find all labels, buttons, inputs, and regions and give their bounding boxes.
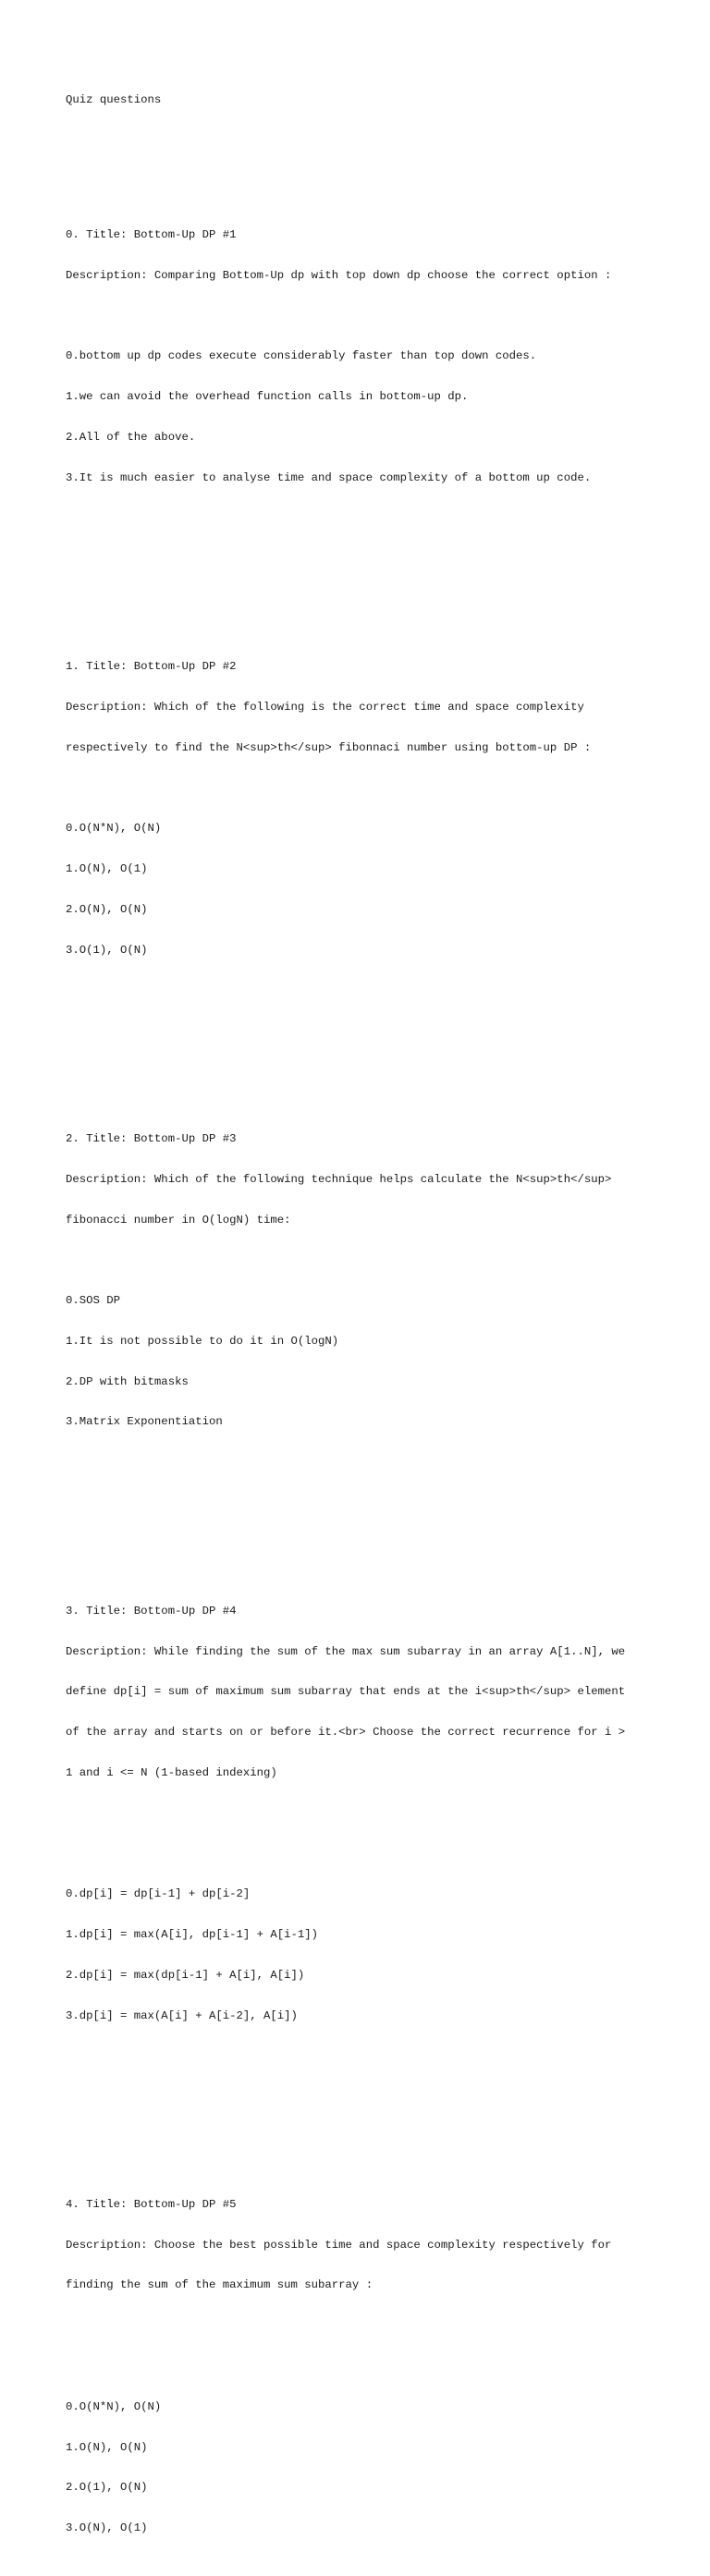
- question-description: fibonacci number in O(logN) time:: [66, 1213, 291, 1227]
- answer-option: 2.All of the above.: [66, 431, 196, 445]
- answer-option: 2.dp[i] = max(dp[i-1] + A[i], A[i]): [66, 1968, 305, 1982]
- answer-option: 3.Matrix Exponentiation: [66, 1415, 223, 1429]
- question-description: Description: Which of the following technique helps calculate the N<sup>th</sup>: [66, 1172, 612, 1186]
- question-title: 3. Title: Bottom-Up DP #4: [66, 1604, 237, 1618]
- answer-option: 3.O(1), O(N): [66, 943, 148, 957]
- question-title: 4. Title: Bottom-Up DP #5: [66, 2197, 237, 2211]
- answer-option: 0.O(N*N), O(N): [66, 822, 162, 836]
- spacer: [66, 134, 657, 148]
- spacer: [66, 1011, 657, 1052]
- answer-option: 3.dp[i] = max(A[i] + A[i-2], A[i]): [66, 2008, 298, 2022]
- spacer: [66, 1253, 657, 1267]
- answer-option: 0.bottom up dp codes execute considerably faster than top down codes.: [66, 349, 537, 363]
- answer-option: 3.O(N), O(1): [66, 2521, 148, 2535]
- question-description: define dp[i] = sum of maximum sum subarray that ends at the i<sup>th</sup> element: [66, 1685, 626, 1699]
- question-description: Description: While finding the sum of the max sum subarray in an array A[1..N], we: [66, 1644, 626, 1658]
- question-block: [66, 633, 657, 983]
- answer-option: 3.It is much easier to analyse time and space complexity of a bottom up code.: [66, 470, 592, 484]
- question-description: Description: Which of the following is the correct time and space complexity: [66, 700, 584, 714]
- question-description: respectively to find the N<sup>th</sup> fibonnaci number using bottom-up DP :: [66, 740, 592, 754]
- answer-option: 1.O(N), O(1): [66, 862, 148, 876]
- spacer: [66, 539, 657, 580]
- question-block: [66, 1105, 657, 1456]
- answer-option: 0.SOS DP: [66, 1294, 121, 1308]
- answer-option: 1.It is not possible to do it in O(logN): [66, 1334, 339, 1348]
- question-block: [66, 2171, 657, 2562]
- question-description: Description: Comparing Bottom-Up dp with top down dp choose the correct option :: [66, 268, 612, 282]
- answer-option: 1.O(N), O(N): [66, 2440, 148, 2454]
- answer-option: 0.dp[i] = dp[i-1] + dp[i-2]: [66, 1887, 251, 1901]
- question-title: 2. Title: Bottom-Up DP #3: [66, 1131, 237, 1145]
- answer-option: 2.DP with bitmasks: [66, 1374, 189, 1388]
- question-block: [66, 1578, 657, 2050]
- spacer: [66, 2360, 657, 2374]
- question-description: finding the sum of the maximum sum subarray :: [66, 2278, 373, 2292]
- answer-option: 2.O(1), O(N): [66, 2481, 148, 2495]
- spacer: [66, 1483, 657, 1523]
- spacer: [66, 781, 657, 795]
- question-title: 1. Title: Bottom-Up DP #2: [66, 660, 237, 674]
- answer-option: 1.we can avoid the overhead function calls in bottom-up dp.: [66, 390, 469, 404]
- question-title: 0. Title: Bottom-Up DP #1: [66, 228, 237, 242]
- question-description: 1 and i <= N (1-based indexing): [66, 1765, 277, 1779]
- spacer: [66, 310, 657, 324]
- spacer: [66, 1847, 657, 1861]
- question-block: [66, 201, 657, 512]
- document-heading: Quiz questions: [66, 93, 162, 107]
- answer-option: 1.dp[i] = max(A[i], dp[i-1] + A[i-1]): [66, 1927, 319, 1941]
- question-description: of the array and starts on or before it.<br> Choose the correct recurrence for i >: [66, 1726, 626, 1740]
- spacer: [66, 2319, 657, 2333]
- answer-option: 2.O(N), O(N): [66, 902, 148, 916]
- question-description: Description: Choose the best possible time and space complexity respectively for: [66, 2238, 612, 2252]
- spacer: [66, 2077, 657, 2118]
- spacer: [66, 1807, 657, 1821]
- quiz-document: [66, 67, 657, 2576]
- answer-option: 0.O(N*N), O(N): [66, 2399, 162, 2413]
